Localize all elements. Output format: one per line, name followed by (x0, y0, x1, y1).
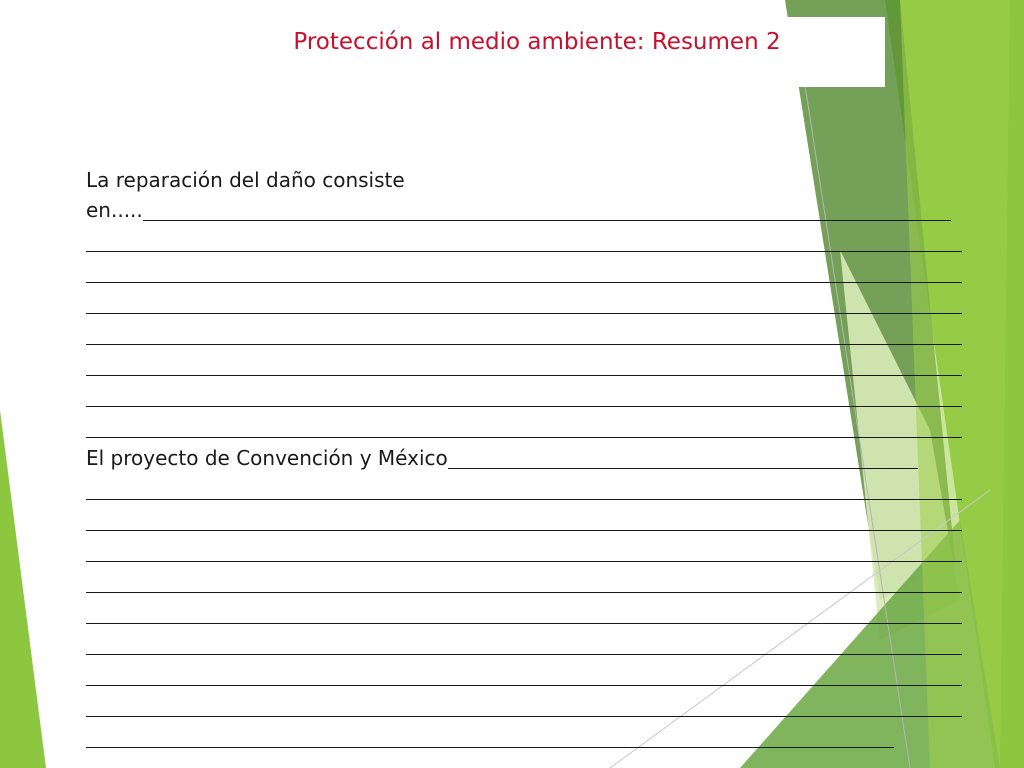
answer-line (86, 537, 986, 568)
answer-rule (86, 530, 962, 531)
left-green-shape (0, 410, 46, 768)
answer-line (86, 196, 986, 227)
answer-line (86, 413, 986, 444)
answer-line (86, 227, 986, 258)
answer-line (86, 661, 986, 692)
answer-rule (448, 468, 918, 469)
repair-prompt: La reparación del daño consiste (86, 168, 405, 192)
answer-rule (86, 375, 962, 376)
answer-line (86, 289, 986, 320)
answer-rule (86, 747, 894, 748)
slide-title: Protección al medio ambiente: Resumen 2 (293, 29, 781, 55)
answer-line (86, 475, 986, 506)
answer-rule (86, 592, 962, 593)
answer-rule (143, 220, 951, 221)
answer-line (86, 506, 986, 537)
answer-rule (86, 499, 962, 500)
worksheet-body (86, 165, 986, 754)
section-convention (86, 444, 986, 754)
answer-rule (86, 561, 962, 562)
answer-line (86, 692, 986, 723)
section-repair (86, 165, 986, 444)
answer-line (86, 599, 986, 630)
answer-rule (86, 251, 962, 252)
answer-rule (86, 654, 962, 655)
convention-prompt: El proyecto de Convención y México (86, 446, 448, 470)
title-box (270, 17, 885, 87)
answer-line (86, 568, 986, 599)
answer-rule (86, 406, 962, 407)
answer-line (86, 630, 986, 661)
answer-line (86, 444, 986, 475)
answer-rule (86, 716, 962, 717)
answer-rule (86, 344, 962, 345)
answer-rule (86, 623, 962, 624)
answer-rule (86, 313, 962, 314)
answer-line (86, 258, 986, 289)
answer-line (86, 320, 986, 351)
answer-line (86, 351, 986, 382)
answer-line (86, 723, 986, 754)
answer-rule (86, 282, 962, 283)
repair-prompt-continuation: en..... (86, 198, 143, 222)
answer-rule (86, 437, 962, 438)
answer-rule (86, 685, 962, 686)
answer-line (86, 382, 986, 413)
